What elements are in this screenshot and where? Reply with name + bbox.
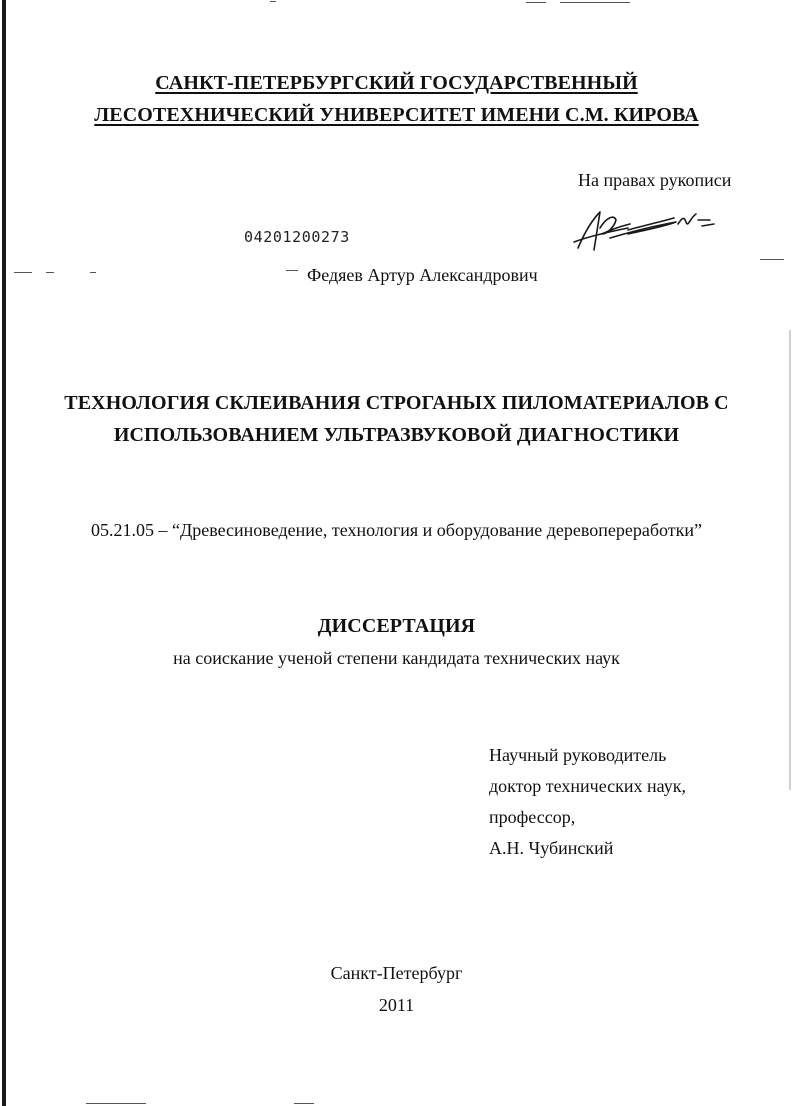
scan-mark xyxy=(46,272,54,273)
dissertation-title-line-1: ТЕХНОЛОГИЯ СКЛЕИВАНИЯ СТРОГАНЫХ ПИЛОМАТЕРИАЛОВ С xyxy=(64,392,729,414)
scan-mark xyxy=(270,1,276,2)
supervisor-block xyxy=(489,740,686,864)
university-name-line-1: САНКТ-ПЕТЕРБУРГСКИЙ ГОСУДАРСТВЕННЫЙ xyxy=(155,72,638,94)
specialty-code: 05.21.05 – “Древесиноведение, технология и оборудование деревопереработки” xyxy=(90,520,703,540)
supervisor-role: Научный руководитель xyxy=(489,745,667,765)
document-type: ДИССЕРТАЦИЯ xyxy=(317,615,476,637)
scan-mark xyxy=(286,270,298,271)
city: Санкт-Петербург xyxy=(330,963,463,983)
scan-mark xyxy=(14,272,32,273)
scan-mark xyxy=(560,2,630,3)
year: 2011 xyxy=(378,995,415,1015)
scan-mark xyxy=(90,272,96,273)
manuscript-rights-note: На правах рукописи xyxy=(578,170,732,190)
scan-mark xyxy=(294,1103,314,1104)
supervisor-rank: профессор, xyxy=(489,807,576,827)
dissertation-title-line-2: ИСПОЛЬЗОВАНИЕМ УЛЬТРАЗВУКОВОЙ ДИАГНОСТИКИ xyxy=(113,424,680,446)
degree-statement: на соискание ученой степени кандидата технических наук xyxy=(173,648,620,668)
scan-mark xyxy=(526,2,546,3)
signature-icon xyxy=(570,204,720,256)
supervisor-name: А.Н. Чубинский xyxy=(489,838,614,858)
registration-stamp-number: 04201200273 xyxy=(244,228,350,246)
scan-mark xyxy=(760,259,784,260)
scan-edge-left xyxy=(2,0,6,1106)
author-name: Федяев Артур Александрович xyxy=(307,265,538,285)
supervisor-degree: доктор технических наук, xyxy=(489,776,686,796)
scan-mark xyxy=(86,1103,146,1104)
university-name-line-2: ЛЕСОТЕХНИЧЕСКИЙ УНИВЕРСИТЕТ ИМЕНИ С.М. КИРОВА xyxy=(94,104,699,126)
